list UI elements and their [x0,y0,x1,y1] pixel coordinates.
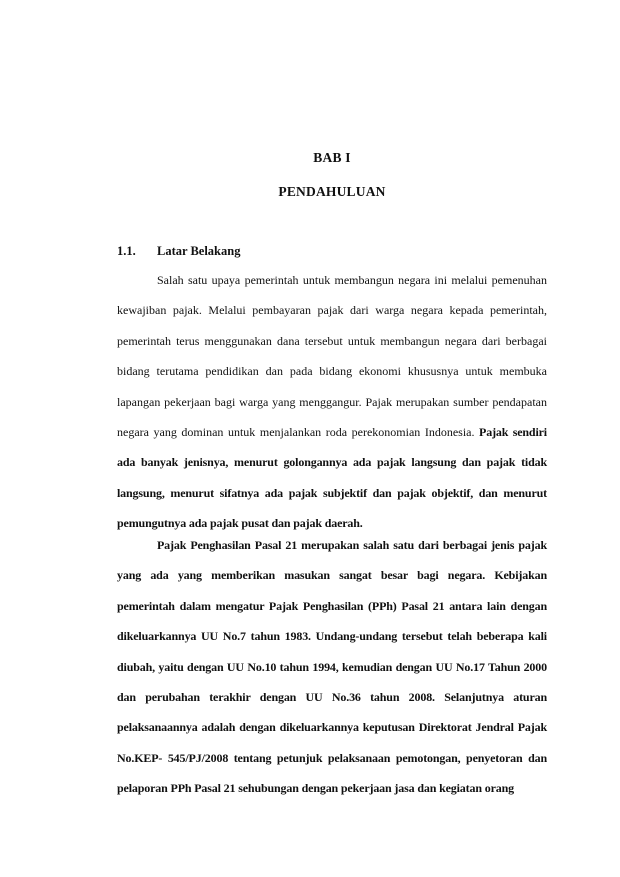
paragraph-1-text: Salah satu upaya pemerintah untuk membangun negara ini melalui pemenuhan kewajiban pajak. Melalui pembayaran pajak dari warga negara kepada pemerintah, pemerintah terus menggunakan dana tersebut untuk membangun negara dari berbagai bidang terutama pendidikan dan pada bidang ekonomi khususnya untuk membuka lapangan pekerjaan bagi warga yang menggangur. Pajak merupakan sumber pendapatan negara yang dominan untuk menjalankan roda perekonomian Indonesia. [117,273,547,440]
paragraph-1-bold-text: Pajak sendiri ada banyak jenisnya, menurut golongannya ada pajak langsung dan pajak tidak langsung, menurut sifatnya ada pajak subjektif dan pajak objektif, dan menurut pemungutnya ada pajak pusat dan pajak daerah. [117,425,547,531]
section-title: Latar Belakang [157,244,241,258]
paragraph-2-text: Pajak Penghasilan Pasal 21 merupakan salah satu dari berbagai jenis pajak yang ada yang memberikan masukan sangat besar bagi negara. Kebijakan pemerintah dalam mengatur Pajak Penghasilan (PPh) Pasal 21 antara lain dengan dikeluarkannya UU No.7 tahun 1983. Undang-undang tersebut telah beberapa kali diubah, yaitu dengan UU No.10 tahun 1994, kemudian dengan UU No.17 Tahun 2000 dan perubahan terakhir dengan UU No.36 tahun 2008. Selanjutnya aturan pelaksanaannya adalah dengan dikeluarkannya keputusan Direktorat Jendral Pajak No.KEP- 545/PJ/2008 tentang petunjuk pelaksanaan pemotongan, penyetoran dan pelaporan PPh Pasal 21 sehubungan dengan pekerjaan jasa dan kegiatan orang [117,538,547,796]
paragraph-1 [117,265,547,539]
section-heading [117,243,547,260]
chapter-number: BAB I [313,150,351,165]
section-number: 1.1. [117,244,136,258]
paragraph-2 [117,530,547,804]
chapter-title: PENDAHULUAN [278,184,386,199]
